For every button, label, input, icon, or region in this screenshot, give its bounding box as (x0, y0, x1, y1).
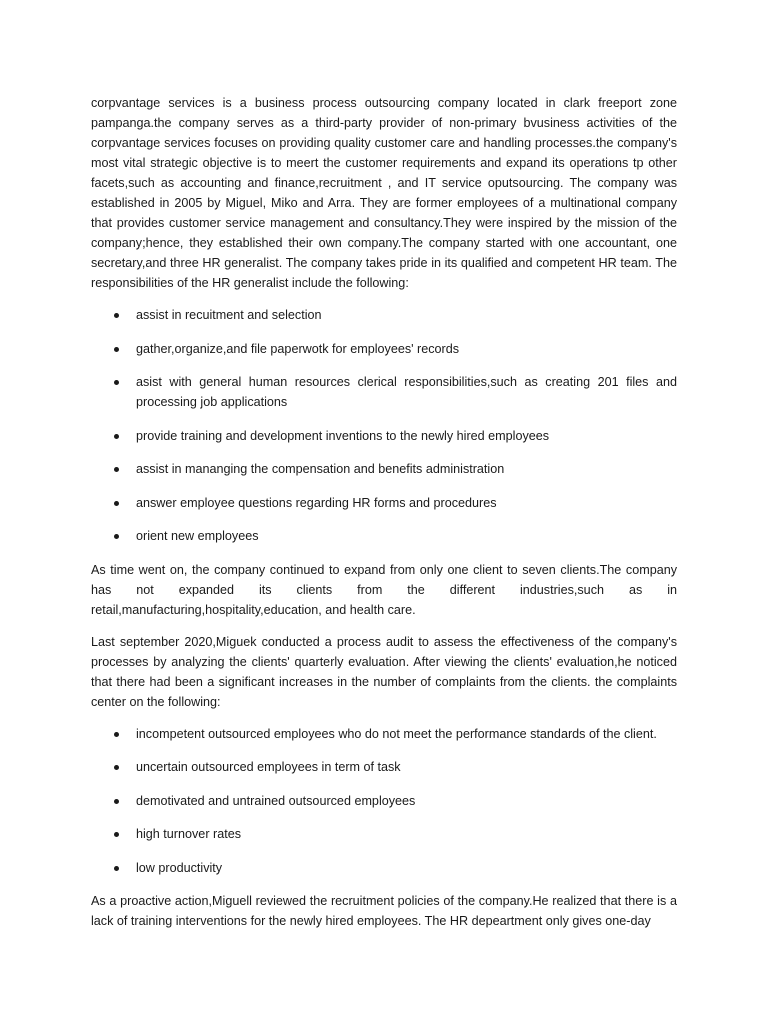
list-item: incompetent outsourced employees who do not meet the performance standards of the client. (91, 724, 677, 744)
intro-paragraph: corpvantage services is a business process outsourcing company located in clark freeport zone pampanga.the company serves as a third-party provider of non-primary bvusiness activities of the corpvantage services focuses on providing quality customer care and handling processes.the company's most vital strategic objective is to meert the customer requirements and expand its operations tp other facets,such as accounting and finance,recruitment , and IT service oputsourcing. The company was established in 2005 by Miguel, Miko and Arra. They are former employees of a multinational company that provides customer service management and consultancy.They were inspired by the mission of the company;hence, they established their own company.The company started with one accountant, one secretary,and three HR generalist. The company takes pride in its qualified and competent HR team. The responsibilities of the HR generalist include the following: (91, 96, 677, 290)
clients-paragraph (91, 560, 677, 620)
bullet-icon (114, 380, 119, 385)
audit-paragraph: Last september 2020,Miguek conducted a process audit to assess the effectiveness of the company's processes by analyzing the clients' quarterly evaluation. After viewing the clients' evaluation,he noticed that there had been a significant increases in the number of complaints from the clients. the complaints center on the following: (91, 634, 677, 709)
bullet-icon (114, 501, 119, 506)
hr-responsibilities-list (91, 305, 677, 546)
list-item: high turnover rates (91, 824, 677, 844)
bullet-icon (114, 732, 119, 737)
list-item: assist in mananging the compensation and benefits administration (91, 459, 677, 479)
list-item: low productivity (91, 858, 677, 878)
list-item: provide training and development inventions to the newly hired employees (91, 426, 677, 446)
list-item: asist with general human resources clerical responsibilities,such as creating 201 files and processing job applications (91, 372, 677, 412)
bullet-icon (114, 534, 119, 539)
action-paragraph: As a proactive action,Miguell reviewed the recruitment policies of the company.He realized that there is a lack of training interventions for the newly hired employees. The HR depeartment only gives one-day (91, 894, 677, 928)
clients-paragraph-line-1: As time went on, the company continued to expand from only one client to seven clients.The company has not expanded its clients from the different industries,such as in (91, 562, 677, 597)
bullet-icon (114, 467, 119, 472)
complaints-list (91, 724, 677, 878)
list-item: demotivated and untrained outsourced employees (91, 791, 677, 811)
list-item: answer employee questions regarding HR forms and procedures (91, 493, 677, 513)
clients-paragraph-line-2: retail,manufacturing,hospitality,education, and health care. (91, 602, 416, 617)
bullet-icon (114, 799, 119, 804)
bullet-icon (114, 347, 119, 352)
bullet-icon (114, 313, 119, 318)
bullet-icon (114, 832, 119, 837)
list-item: uncertain outsourced employees in term of task (91, 757, 677, 777)
bullet-icon (114, 866, 119, 871)
bullet-icon (114, 434, 119, 439)
list-item: orient new employees (91, 526, 677, 546)
list-item: assist in recuitment and selection (91, 305, 677, 325)
bullet-icon (114, 765, 119, 770)
list-item: gather,organize,and file paperwotk for employees' records (91, 339, 677, 359)
